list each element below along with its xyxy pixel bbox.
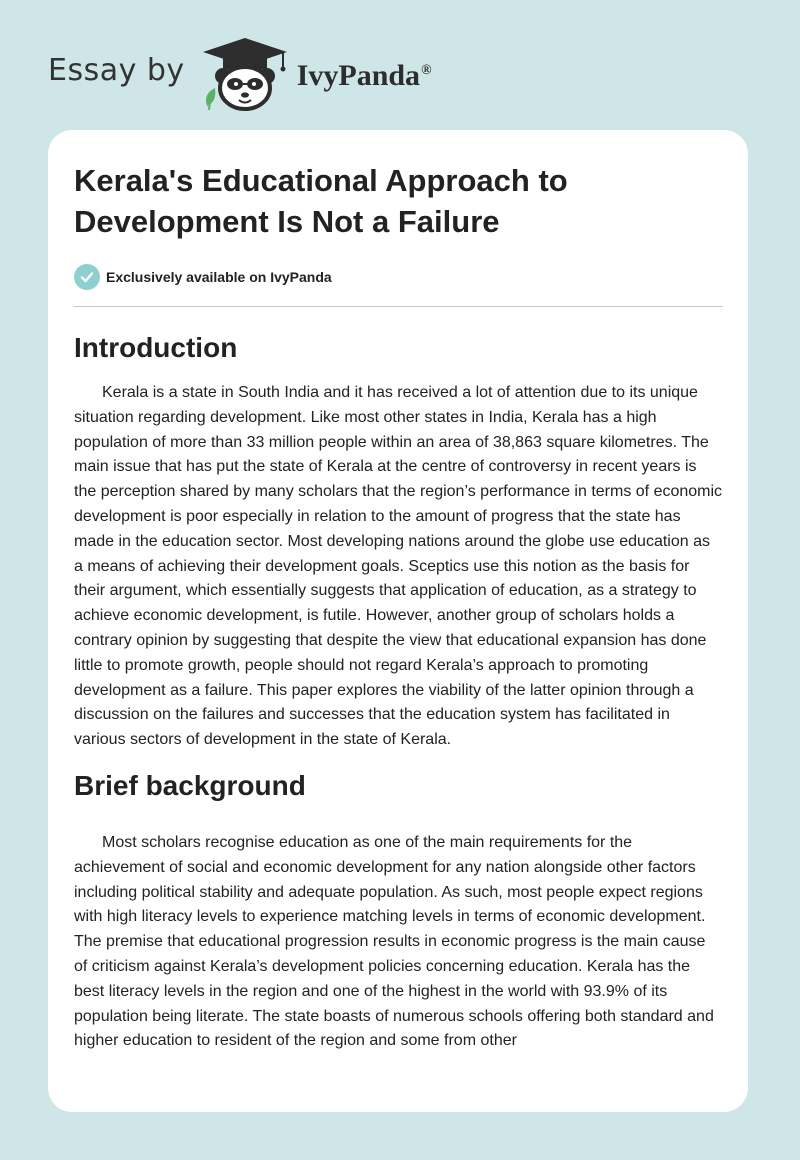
- exclusive-badge: [74, 264, 723, 290]
- section-heading-introduction: Introduction: [74, 332, 238, 363]
- section-paragraph-introduction: Kerala is a state in South India and it has received a lot of attention due to its unique situation regarding development. Like most other states in India, Kerala has a high population of more than 33 million people within an area of 38,863 square kilometres. The main issue that has put the state of Kerala at the centre of controversy in recent years is the perception shared by many scholars that the region’s performance in terms of economic development is poor especially in relation to the amount of progress that the state has made in the education sector. Most developing nations around the globe use education as a means of achieving their development goals. Sceptics use this notion as the basis for their argument, which essentially suggests that application of education, as a strategy to achieve economic development, is futile. However, another group of scholars holds a contrary opinion by suggesting that despite the view that educational expansion has done little to promote growth, people should not regard Kerala’s approach to promoting development as a failure. This paper explores the viability of the latter opinion through a discussion on the failures and successes that the education system has facilitated in various sectors of development in the state of Kerala.: [74, 384, 723, 749]
- check-circle-icon: [74, 264, 100, 290]
- essay-card: [48, 130, 748, 1112]
- divider: [74, 306, 723, 307]
- section-paragraph-brief-background: Most scholars recognise education as one of the main requirements for the achievement of social and economic development for any nation alongside other factors including political stability and adequate population. As such, most people expect regions with high literacy levels to experience matching levels in terms of economic development. The premise that educational progression results in economic progress is the main cause of criticism against Kerala’s development policies concerning education. Kerala has the best literacy levels in the region and one of the highest in the world with 93.9% of its population being literate. The state boasts of numerous schools offering both standard and higher education to resident of the region and some from other: [74, 833, 714, 1050]
- essay-title: Kerala's Educational Approach to Development Is Not a Failure: [74, 163, 568, 239]
- site-header: [48, 34, 432, 114]
- section-heading-brief-background: Brief background: [74, 769, 306, 801]
- brand-name[interactable]: IvyPanda®: [296, 59, 432, 92]
- exclusive-badge-label: Exclusively available on IvyPanda: [106, 269, 332, 285]
- panda-logo-icon[interactable]: [199, 36, 291, 112]
- registered-mark: ®: [421, 63, 432, 78]
- brand-prefix: Essay by: [48, 52, 185, 88]
